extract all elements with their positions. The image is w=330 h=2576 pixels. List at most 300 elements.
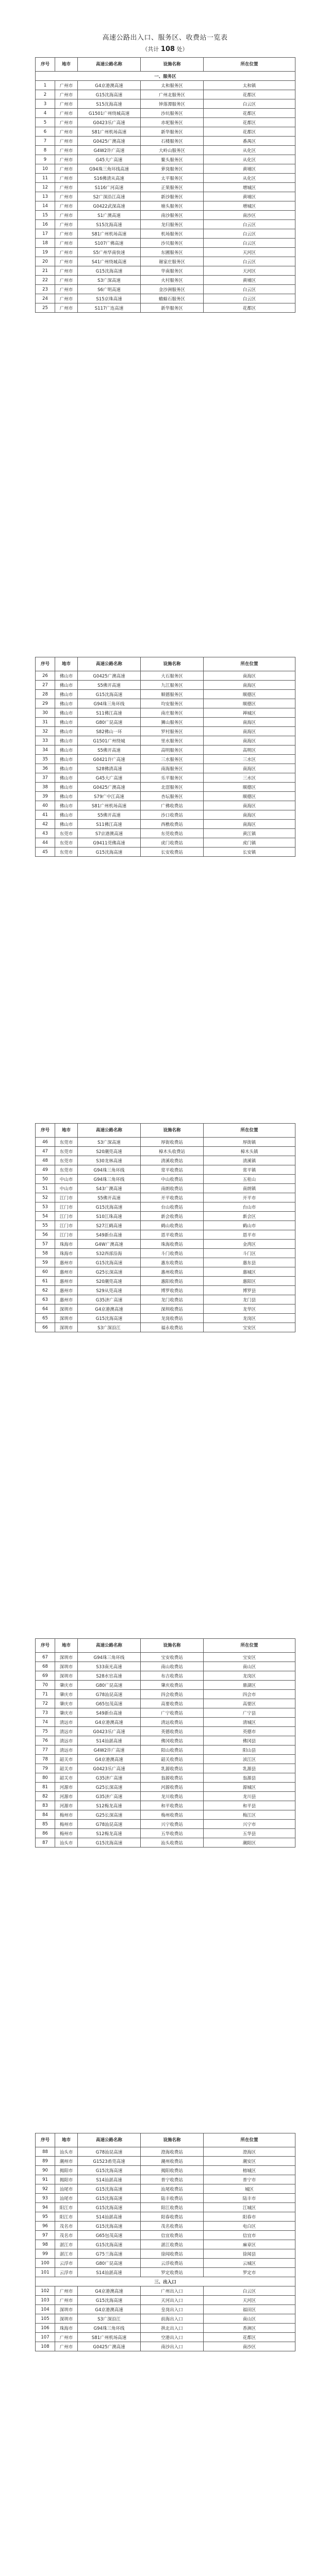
cell-seq: 45 (36, 848, 55, 857)
cell-facility: 肇庆收费站 (141, 1681, 204, 1690)
cell-seq: 46 (36, 1138, 55, 1147)
cell-city: 广州市 (55, 2296, 78, 2305)
facility-table (35, 1638, 295, 1848)
cell-seq: 40 (36, 801, 55, 810)
table-row (36, 1304, 295, 1314)
cell-city: 茂名市 (55, 2231, 78, 2240)
cell-road: S3广深沿江 (78, 2314, 141, 2324)
cell-city: 湛江市 (55, 2240, 78, 2249)
cell-location: 龙岗区 (204, 1671, 295, 1681)
cell-location: 黄埔区 (204, 192, 295, 201)
cell-facility: 翁源收费站 (141, 1773, 204, 1783)
cell-facility: 狮山服务区 (141, 718, 204, 727)
cell-city: 惠州市 (55, 1295, 78, 1304)
cell-seq: 24 (36, 294, 55, 303)
cell-facility: 新沙服务区 (141, 192, 204, 201)
cell-seq: 94 (36, 2203, 55, 2212)
cell-seq: 92 (36, 2184, 55, 2194)
table-row (36, 1820, 295, 1829)
table-row (36, 2222, 295, 2231)
table-row (36, 2268, 295, 2277)
cell-seq: 90 (36, 2166, 55, 2175)
cell-road: S14汕湛高速 (78, 2212, 141, 2222)
cell-facility: 西樵收费站 (141, 820, 204, 829)
cell-seq: 83 (36, 1801, 55, 1810)
cell-city: 广州市 (55, 285, 78, 294)
cell-facility: 茂名收费站 (141, 2222, 204, 2231)
table-row (36, 174, 295, 183)
cell-seq: 84 (36, 1810, 55, 1820)
cell-city: 江门市 (55, 1193, 78, 1202)
cell-facility: 福永收费站 (141, 1323, 204, 1332)
cell-location: 陆丰市 (204, 2194, 295, 2203)
cell-city: 江门市 (55, 1212, 78, 1221)
table-header-row (36, 657, 295, 671)
table-row (36, 1286, 295, 1295)
cell-facility: 普宁收费站 (141, 2175, 204, 2184)
table-row (36, 783, 295, 792)
cell-road: S27江鹤高速 (78, 1221, 141, 1230)
cell-city: 广州市 (55, 155, 78, 164)
cell-seq: 102 (36, 2286, 55, 2296)
header-location: 所在位置 (204, 1124, 295, 1138)
cell-seq: 12 (36, 183, 55, 192)
cell-city: 云浮市 (55, 2268, 78, 2277)
table-row (36, 146, 295, 155)
cell-seq: 107 (36, 2333, 55, 2342)
cell-location: 天河区 (204, 2296, 295, 2305)
cell-location: 南海区 (204, 718, 295, 727)
table-row (36, 848, 295, 857)
header-city: 地市 (55, 2133, 78, 2147)
cell-location: 白云区 (204, 220, 295, 229)
page-5 (35, 2133, 295, 2351)
cell-city: 东莞市 (55, 848, 78, 857)
cell-location: 惠东县 (204, 1258, 295, 1267)
cell-city: 清远市 (55, 1727, 78, 1736)
table-row (36, 1156, 295, 1165)
cell-city: 佛山市 (55, 745, 78, 755)
cell-city: 广州市 (55, 201, 78, 211)
cell-city: 珠海市 (55, 2324, 78, 2333)
cell-location: 从化区 (204, 146, 295, 155)
cell-road: S14汕湛高速 (78, 1736, 141, 1745)
cell-road: S2广深沿江高速 (78, 192, 141, 201)
header-facility: 设施名称 (141, 2133, 204, 2147)
cell-road: S14汕湛高速 (78, 2175, 141, 2184)
table-row (36, 773, 295, 783)
table-row (36, 1184, 295, 1193)
header-facility: 设施名称 (141, 1639, 204, 1653)
cell-location: 顺德区 (204, 690, 295, 699)
cell-location: 三水区 (204, 773, 295, 783)
cell-city: 中山市 (55, 1175, 78, 1184)
table-row (36, 2175, 295, 2184)
table-row (36, 137, 295, 146)
cell-city: 东莞市 (55, 1165, 78, 1175)
cell-seq: 33 (36, 736, 55, 745)
cell-facility: 惠州收费站 (141, 1267, 204, 1277)
cell-facility: 东圃服务区 (141, 248, 204, 257)
table-row (36, 2203, 295, 2212)
table-row (36, 1801, 295, 1810)
cell-city: 广州市 (55, 303, 78, 313)
cell-road: G0425广澳高速 (78, 671, 141, 681)
cell-seq: 63 (36, 1295, 55, 1304)
cell-road: G1501广州绕城高速 (78, 109, 141, 118)
table-row (36, 1662, 295, 1671)
cell-road: G1501广州绕城 (78, 736, 141, 745)
cell-city: 肇庆市 (55, 1690, 78, 1699)
cell-location: 电白区 (204, 2222, 295, 2231)
cell-city: 深圳市 (55, 1653, 78, 1662)
cell-seq: 29 (36, 699, 55, 708)
cell-road: G15沈海高速 (78, 2222, 141, 2231)
cell-facility: 罗村服务区 (141, 727, 204, 736)
section-row (36, 72, 295, 81)
cell-facility: 梅州收费站 (141, 1810, 204, 1820)
table-row (36, 681, 295, 690)
cell-location: 鹤山市 (204, 1221, 295, 1230)
cell-road: G4京港澳高速 (78, 1755, 141, 1764)
header-road: 高速公路名称 (78, 1639, 141, 1653)
cell-seq: 101 (36, 2268, 55, 2277)
header-seq: 序号 (36, 2133, 55, 2147)
cell-road: G94珠三角环线 (78, 1175, 141, 1184)
cell-location: 太和镇 (204, 81, 295, 90)
cell-city: 珠海市 (55, 1240, 78, 1249)
header-seq: 序号 (36, 58, 55, 72)
cell-seq: 39 (36, 792, 55, 801)
table-row (36, 1829, 295, 1838)
cell-facility: 正果服务区 (141, 183, 204, 192)
cell-city: 茂名市 (55, 2222, 78, 2231)
header-location: 所在位置 (204, 58, 295, 72)
cell-location: 南沙区 (204, 2342, 295, 2351)
table-row (36, 2184, 295, 2194)
cell-road: S33南光高速 (78, 1662, 141, 1671)
table-row (36, 294, 295, 303)
cell-facility: 宝安收费站 (141, 1653, 204, 1662)
table-row (36, 1736, 295, 1745)
facility-table (35, 1123, 295, 1332)
cell-location: 鼎湖区 (204, 1681, 295, 1690)
cell-road: G4京港澳高速 (78, 2286, 141, 2296)
cell-city: 深圳市 (55, 1662, 78, 1671)
table-row (36, 764, 295, 773)
table-row (36, 239, 295, 248)
cell-seq: 59 (36, 1258, 55, 1267)
cell-location: 阳春市 (204, 2212, 295, 2222)
table-row (36, 792, 295, 801)
cell-seq: 64 (36, 1304, 55, 1314)
cell-city: 广州市 (55, 220, 78, 229)
cell-seq: 55 (36, 1221, 55, 1230)
cell-location: 南沙区 (204, 211, 295, 220)
cell-seq: 108 (36, 2342, 55, 2351)
cell-road: G94珠三角环线 (78, 699, 141, 708)
table-row (36, 1221, 295, 1230)
cell-facility: 五华收费站 (141, 1829, 204, 1838)
header-road: 高速公路名称 (78, 1124, 141, 1138)
cell-location: 花都区 (204, 118, 295, 127)
cell-road: S3广深高速 (78, 276, 141, 285)
cell-facility: 汕头收费站 (141, 1838, 204, 1848)
cell-location: 福田区 (204, 2305, 295, 2314)
cell-location: 广宁县 (204, 1708, 295, 1718)
cell-location: 徐闻县 (204, 2249, 295, 2259)
cell-city: 韶关市 (55, 1773, 78, 1783)
cell-location: 顺德区 (204, 792, 295, 801)
cell-facility: 机场服务区 (141, 229, 204, 239)
cell-road: G94珠三角环线 (78, 1165, 141, 1175)
cell-facility: 云浮收费站 (141, 2259, 204, 2268)
cell-seq: 70 (36, 1681, 55, 1690)
cell-city: 韶关市 (55, 1755, 78, 1764)
cell-facility: 清远收费站 (141, 1718, 204, 1727)
cell-facility: 新华服务区 (141, 127, 204, 137)
cell-road: G4京港澳高速 (78, 2305, 141, 2314)
cell-city: 深圳市 (55, 2314, 78, 2324)
cell-road: S11佛江高速 (78, 708, 141, 718)
cell-city: 广州市 (55, 248, 78, 257)
cell-road: S5佛开高速 (78, 681, 141, 690)
cell-city: 广州市 (55, 109, 78, 118)
cell-facility: 博罗收费站 (141, 1286, 204, 1295)
cell-location: 黄埔区 (204, 276, 295, 285)
cell-seq: 99 (36, 2249, 55, 2259)
table-row (36, 1193, 295, 1202)
cell-seq: 77 (36, 1745, 55, 1755)
count-value: 108 (160, 45, 175, 53)
section-title: 一、服务区 (36, 72, 295, 81)
cell-city: 佛山市 (55, 820, 78, 829)
cell-road: S3广深沿江 (78, 1323, 141, 1332)
table-header-row (36, 1124, 295, 1138)
table-row (36, 257, 295, 266)
cell-city: 东莞市 (55, 1138, 78, 1147)
cell-road: S116广河高速 (78, 183, 141, 192)
cell-road: S28水官高速 (78, 1671, 141, 1681)
header-seq: 序号 (36, 657, 55, 671)
table-row (36, 820, 295, 829)
cell-road: G0423乐广高速 (78, 1727, 141, 1736)
cell-facility: 鹤山收费站 (141, 1221, 204, 1230)
table-row (36, 2286, 295, 2296)
cell-location: 和平县 (204, 1801, 295, 1810)
table-row (36, 801, 295, 810)
cell-city: 深圳市 (55, 1314, 78, 1323)
table-row (36, 1681, 295, 1690)
cell-road: S7京港澳高速 (78, 829, 141, 838)
cell-location: 从化区 (204, 174, 295, 183)
table-row (36, 276, 295, 285)
cell-road: S29从莞高速 (78, 1286, 141, 1295)
table-row (36, 2166, 295, 2175)
cell-seq: 56 (36, 1230, 55, 1240)
cell-city: 江门市 (55, 1221, 78, 1230)
cell-facility: 均安服务区 (141, 699, 204, 708)
table-row (36, 838, 295, 848)
cell-seq: 11 (36, 174, 55, 183)
cell-road: G15沈海高速 (78, 266, 141, 276)
cell-facility: 潮州收费站 (141, 2157, 204, 2166)
cell-location: 梅江区 (204, 1810, 295, 1820)
table-row (36, 1240, 295, 1249)
cell-road: G94珠三角环线 (78, 1653, 141, 1662)
cell-city: 佛山市 (55, 764, 78, 773)
table-row (36, 1764, 295, 1773)
cell-facility: 南庄服务区 (141, 708, 204, 718)
cell-seq: 78 (36, 1755, 55, 1764)
cell-seq: 91 (36, 2175, 55, 2184)
cell-road: G15沈海高速 (78, 2203, 141, 2212)
table-row (36, 248, 295, 257)
cell-seq: 3 (36, 99, 55, 109)
cell-road: G35济广高速 (78, 1773, 141, 1783)
cell-city: 阳江市 (55, 2203, 78, 2212)
header-facility: 设施名称 (141, 657, 204, 671)
cell-city: 佛山市 (55, 699, 78, 708)
table-row (36, 1708, 295, 1718)
cell-facility: 和平收费站 (141, 1801, 204, 1810)
table-row (36, 201, 295, 211)
cell-facility: 南海服务区 (141, 764, 204, 773)
cell-seq: 10 (36, 164, 55, 174)
cell-city: 佛山市 (55, 792, 78, 801)
cell-road: G0425广澳高速 (78, 137, 141, 146)
cell-seq: 53 (36, 1202, 55, 1212)
cell-location: 樟木头镇 (204, 1147, 295, 1156)
cell-city: 深圳市 (55, 2305, 78, 2314)
cell-city: 汕尾市 (55, 2194, 78, 2203)
cell-location: 城区 (204, 2184, 295, 2194)
cell-road: S81广州机场高速 (78, 127, 141, 137)
cell-facility: 龙川收费站 (141, 1792, 204, 1801)
cell-road: G15沈海高速 (78, 848, 141, 857)
table-row (36, 1838, 295, 1848)
table-row (36, 155, 295, 164)
table-row (36, 2249, 295, 2259)
cell-road: S79广中江高速 (78, 792, 141, 801)
cell-seq: 1 (36, 81, 55, 90)
table-row (36, 2157, 295, 2166)
cell-road: S3广深高速 (78, 1138, 141, 1147)
cell-city: 中山市 (55, 1184, 78, 1193)
cell-facility: 韶关收费站 (141, 1755, 204, 1764)
cell-seq: 38 (36, 783, 55, 792)
cell-city: 云浮市 (55, 2259, 78, 2268)
cell-seq: 80 (36, 1773, 55, 1783)
table-row (36, 99, 295, 109)
cell-road: S32西部沿海 (78, 1249, 141, 1258)
cell-road: G15沈海高速 (78, 2240, 141, 2249)
cell-location: 白云区 (204, 239, 295, 248)
cell-road: S81广州机场高速 (78, 229, 141, 239)
table-row (36, 699, 295, 708)
table-row (36, 127, 295, 137)
cell-facility: 皇岗出入口 (141, 2305, 204, 2314)
cell-seq: 25 (36, 303, 55, 313)
cell-facility: 南山收费站 (141, 1662, 204, 1671)
cell-facility: 樟木头收费站 (141, 1147, 204, 1156)
page-4 (35, 1638, 295, 1848)
cell-location: 南海区 (204, 681, 295, 690)
cell-location: 常平镇 (204, 1165, 295, 1175)
cell-city: 佛山市 (55, 708, 78, 718)
cell-road: G15沈海高速 (78, 2166, 141, 2175)
cell-location: 黄江镇 (204, 829, 295, 838)
cell-seq: 106 (36, 2324, 55, 2333)
cell-location: 南海区 (204, 727, 295, 736)
table-row (36, 211, 295, 220)
cell-facility: 汕尾收费站 (141, 2184, 204, 2194)
cell-facility: 南朗收费站 (141, 1184, 204, 1193)
cell-facility: 蟾蜍石服务区 (141, 294, 204, 303)
cell-facility: 龙岗收费站 (141, 1314, 204, 1323)
cell-facility: 拱北出入口 (141, 2324, 204, 2333)
cell-seq: 66 (36, 1323, 55, 1332)
cell-seq: 37 (36, 773, 55, 783)
cell-seq: 52 (36, 1193, 55, 1202)
cell-location: 花都区 (204, 2333, 295, 2342)
cell-facility: 空港出入口 (141, 2333, 204, 2342)
cell-facility: 乐平服务区 (141, 773, 204, 783)
cell-facility: 顺德服务区 (141, 690, 204, 699)
cell-city: 佛山市 (55, 736, 78, 745)
cell-facility: 徐闻收费站 (141, 2249, 204, 2259)
cell-city: 梅州市 (55, 1810, 78, 1820)
cell-seq: 36 (36, 764, 55, 773)
cell-facility: 钟落潭服务区 (141, 99, 204, 109)
cell-location: 斗门区 (204, 1249, 295, 1258)
cell-city: 汕头市 (55, 1838, 78, 1848)
cell-seq: 4 (36, 109, 55, 118)
cell-road: S1广澳高速 (78, 211, 141, 220)
cell-location: 花都区 (204, 109, 295, 118)
cell-road: S81广州机场高速 (78, 801, 141, 810)
cell-seq: 41 (36, 810, 55, 820)
cell-city: 珠海市 (55, 1249, 78, 1258)
cell-road: G35济广高速 (78, 1792, 141, 1801)
cell-city: 清远市 (55, 1736, 78, 1745)
cell-facility: 澄海收费站 (141, 2147, 204, 2157)
cell-city: 肇庆市 (55, 1708, 78, 1718)
cell-city: 广州市 (55, 90, 78, 99)
cell-facility: 信宜收费站 (141, 2231, 204, 2240)
table-row (36, 1727, 295, 1736)
cell-city: 深圳市 (55, 1323, 78, 1332)
cell-facility: 三水服务区 (141, 755, 204, 764)
cell-city: 阳江市 (55, 2212, 78, 2222)
table-row (36, 285, 295, 294)
page-1 (35, 32, 295, 313)
cell-seq: 42 (36, 820, 55, 829)
cell-road: G4京港澳高速 (78, 1304, 141, 1314)
table-row (36, 2342, 295, 2351)
cell-city: 江门市 (55, 1202, 78, 1212)
cell-seq: 96 (36, 2222, 55, 2231)
cell-city: 揭阳市 (55, 2175, 78, 2184)
cell-facility: 虎门收费站 (141, 838, 204, 848)
cell-seq: 104 (36, 2305, 55, 2314)
cell-road: G94珠三角环线 (78, 2324, 141, 2333)
cell-facility: 石楼服务区 (141, 137, 204, 146)
cell-seq: 48 (36, 1156, 55, 1165)
cell-city: 潮州市 (55, 2157, 78, 2166)
cell-location: 罗定市 (204, 2268, 295, 2277)
cell-location: 长安镇 (204, 848, 295, 857)
